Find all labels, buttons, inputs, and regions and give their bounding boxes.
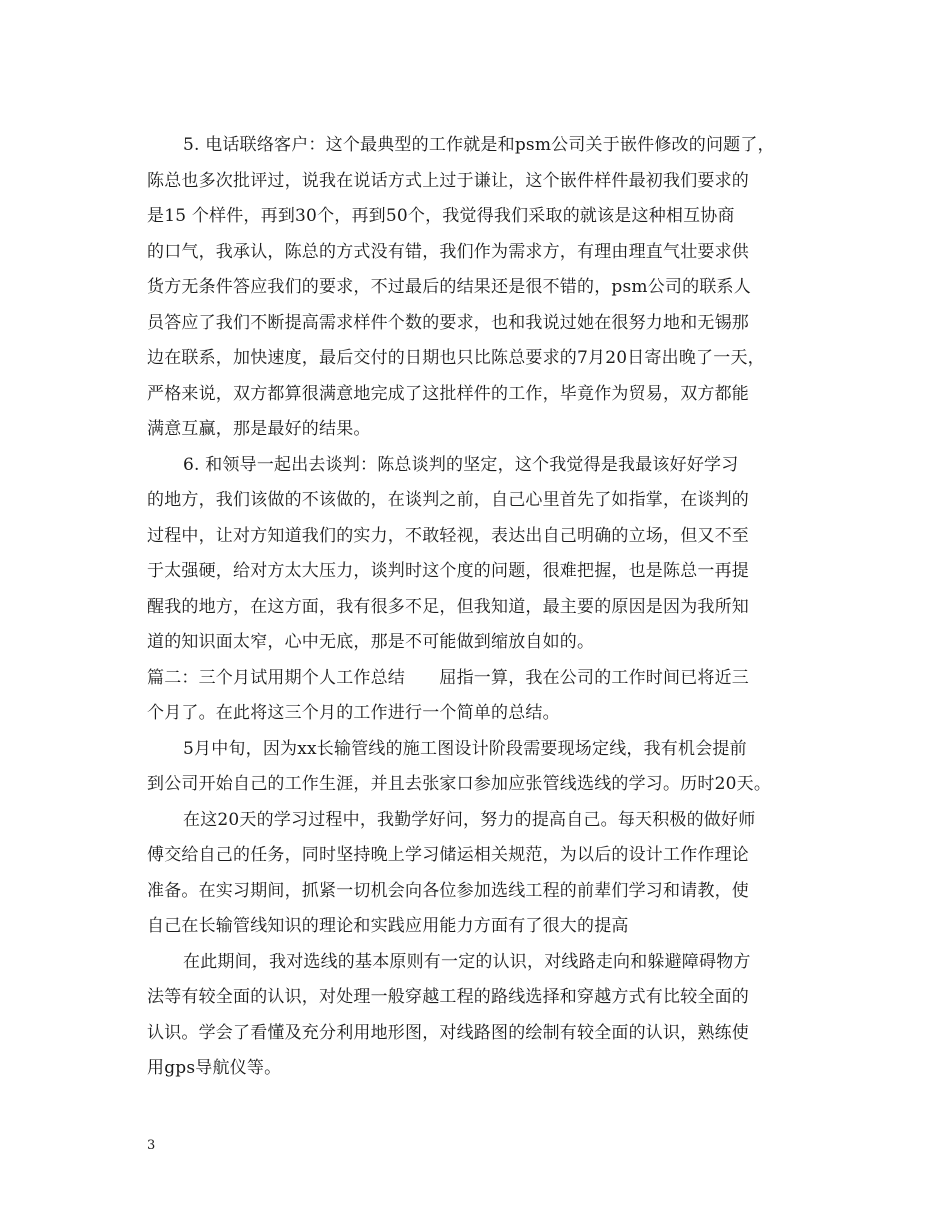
- text-line: 满意互赢，那是最好的结果。: [147, 419, 371, 439]
- text-line: 货方无条件答应我们的要求，不过最后的结果还是很不错的，psm公司的联系人: [147, 277, 751, 297]
- text-line: 5. 电话联络客户：这个最典型的工作就是和psm公司关于嵌件修改的问题了，: [183, 135, 775, 155]
- text-line: 陈总也多次批评过，说我在说话方式上过于谦让，这个嵌件样件最初我们要求的: [147, 170, 749, 191]
- text-line: 是15 个样件，再到30个，再到50个，我觉得我们采取的就该是这种相互协商: [147, 206, 735, 226]
- text-line: 法等有较全面的认识，对处理一般穿越工程的路线选择和穿越方式有比较全面的: [147, 987, 749, 1007]
- text-line: 傅交给自己的任务，同时坚持晚上学习储运相关规范，为以后的设计工作作理论: [147, 845, 749, 865]
- text-line: 到公司开始自己的工作生涯，并且去张家口参加应张管线选线的学习。历时20天。: [147, 774, 772, 794]
- text-line: 5月中旬，因为xx长输管线的施工图设计阶段需要现场定线，我有机会提前: [183, 738, 747, 759]
- text-line: 6. 和领导一起出去谈判：陈总谈判的坚定，这个我觉得是我最该好好学习: [183, 454, 739, 475]
- text-line: 在这20天的学习过程中，我勤学好问，努力的提高自己。每天积极的做好师: [183, 809, 756, 830]
- text-line: 严格来说，双方都算很满意地完成了这批样件的工作，毕竟作为贸易，双方都能: [147, 383, 749, 404]
- text-line: 准备。在实习期间，抓紧一切机会向各位参加选线工程的前辈们学习和请教，使: [147, 880, 749, 901]
- text-line: 用gps导航仪等。: [147, 1058, 282, 1078]
- text-line: 的口气，我承认，陈总的方式没有错，我们作为需求方，有理由理直气壮要求供: [147, 241, 749, 262]
- text-line: 自己在长输管线知识的理论和实践应用能力方面有了很大的提高: [147, 916, 629, 936]
- text-line: 个月了。在此将这三个月的工作进行一个简单的总结。: [147, 703, 560, 723]
- text-line: 员答应了我们不断提高需求样件个数的要求，也和我说过她在很努力地和无锡那: [147, 312, 749, 333]
- text-line: 篇二：三个月试用期个人工作总结 屈指一算，我在公司的工作时间已将近三: [147, 667, 749, 688]
- document-body: [147, 128, 827, 1087]
- text-line: 边在联系，加快速度，最后交付的日期也只比陈总要求的7月20日寄出晚了一天，: [147, 348, 765, 368]
- text-line: 在此期间，我对选线的基本原则有一定的认识，对线路走向和躲避障碍物方: [183, 951, 751, 972]
- text-line: 道的知识面太窄，心中无底，那是不可能做到缩放自如的。: [147, 632, 595, 652]
- page-number: 3: [147, 1138, 156, 1153]
- text-line: 于太强硬，给对方太大压力，谈判时这个度的问题，很难把握，也是陈总一再提: [147, 561, 749, 581]
- text-line: 醒我的地方，在这方面，我有很多不足，但我知道，最主要的原因是因为我所知: [147, 596, 749, 617]
- text-line: 过程中，让对方知道我们的实力，不敢轻视，表达出自己明确的立场，但又不至: [147, 525, 749, 546]
- text-line: 的地方，我们该做的不该做的，在谈判之前，自己心里首先了如指掌，在谈判的: [147, 490, 749, 510]
- text-line: 认识。学会了看懂及充分利用地形图，对线路图的绘制有较全面的认识，熟练使: [147, 1022, 749, 1043]
